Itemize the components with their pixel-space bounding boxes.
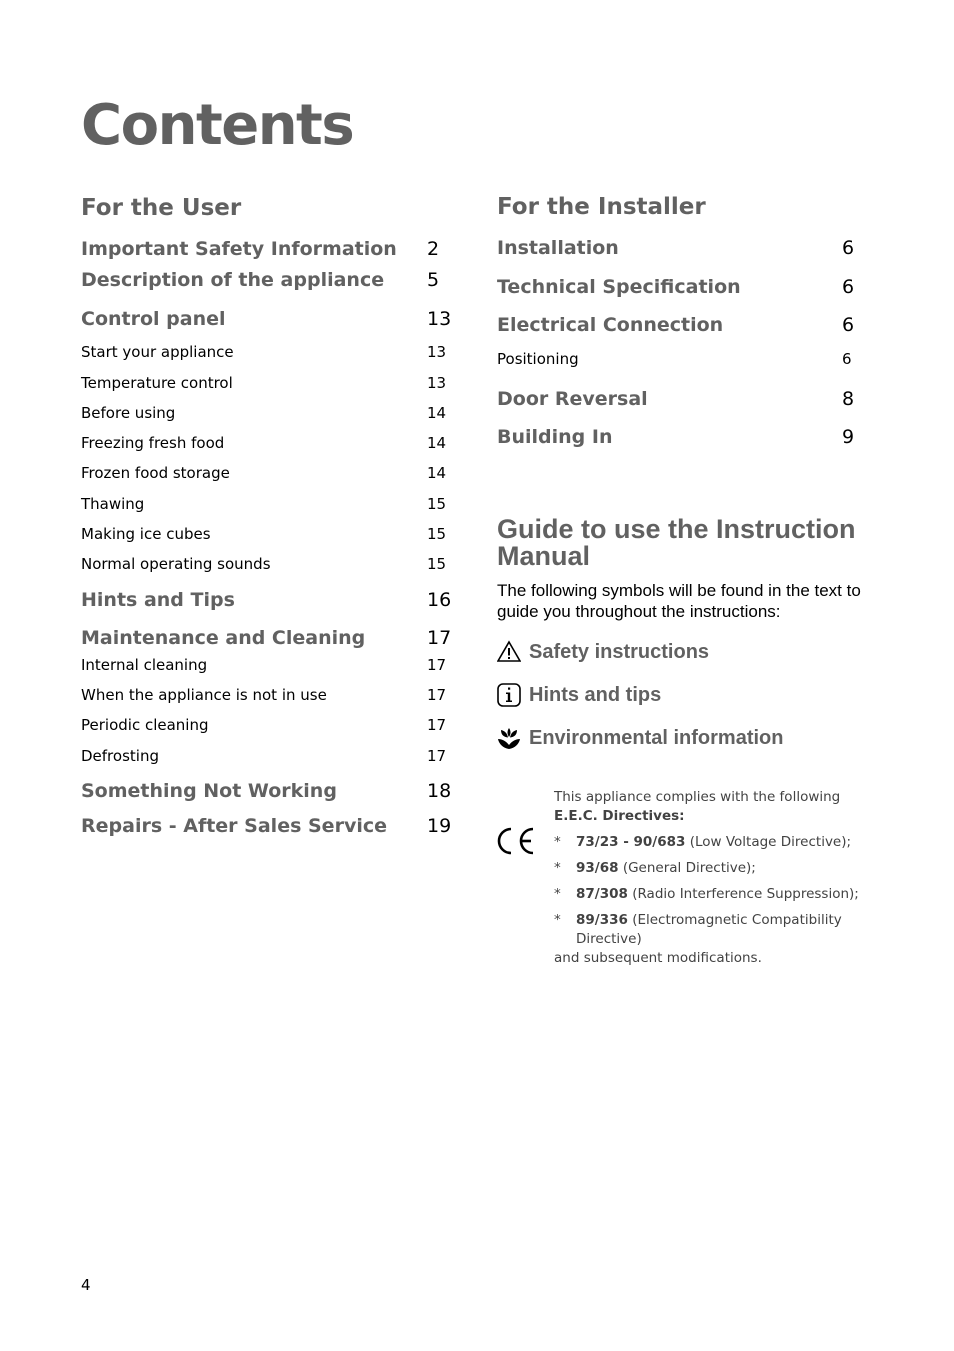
- toc-entry-page: 17: [427, 627, 452, 649]
- compliance-heading: E.E.C. Directives:: [554, 808, 685, 824]
- toc-entry-page: 17: [427, 716, 447, 734]
- directive-desc: (Low Voltage Directive);: [689, 834, 852, 850]
- toc-entry-page: 17: [427, 747, 447, 765]
- toc-entry-label: Making ice cubes: [81, 525, 211, 543]
- toc-entry-page: 18: [427, 780, 452, 802]
- toc-entry-page: 8: [842, 388, 855, 410]
- compliance-block: [554, 788, 894, 968]
- toc-entry-label: Internal cleaning: [81, 656, 208, 674]
- bullet-star-icon: *: [554, 912, 561, 928]
- toc-entry-label: Hints and Tips: [81, 589, 235, 611]
- toc-entry-label: Periodic cleaning: [81, 716, 209, 734]
- directive-code: 89/336: [576, 912, 628, 928]
- user-section-heading: For the User: [81, 195, 242, 221]
- toc-entry-label: Thawing: [81, 495, 145, 513]
- toc-entry-page: 6: [842, 237, 855, 259]
- directive-desc: (Electromagnetic Compatibility Directive): [576, 912, 842, 947]
- toc-entry-label: Control panel: [81, 308, 226, 330]
- toc-entry-label: Repairs - After Sales Service: [81, 815, 387, 837]
- toc-entry-label: Normal operating sounds: [81, 555, 271, 573]
- toc-entry-page: 15: [427, 495, 447, 513]
- bullet-star-icon: *: [554, 860, 561, 876]
- toc-entry-label: Something Not Working: [81, 780, 337, 802]
- toc-entry-page: 17: [427, 656, 447, 674]
- guide-title: Guide to use the Instruction Manual: [497, 514, 856, 571]
- installer-section-heading: For the Installer: [497, 194, 706, 220]
- bullet-star-icon: *: [554, 834, 561, 850]
- directive-desc: (General Directive);: [622, 860, 756, 876]
- toc-entry-page: 13: [427, 343, 447, 361]
- compliance-intro: This appliance complies with the following: [554, 789, 841, 805]
- toc-entry-page: 15: [427, 555, 447, 573]
- toc-entry-label: Start your appliance: [81, 343, 234, 361]
- directive-code: 93/68: [576, 860, 619, 876]
- toc-entry-page: 14: [427, 464, 447, 482]
- symbol-hints-label: Hints and tips: [529, 684, 662, 706]
- compliance-closing: and subsequent modifications.: [554, 950, 762, 966]
- toc-entry-page: 17: [427, 686, 447, 704]
- toc-entry-page: 15: [427, 525, 447, 543]
- toc-entry-page: 14: [427, 434, 447, 452]
- page-title: Contents: [81, 93, 354, 158]
- info-icon: [497, 683, 521, 707]
- toc-entry-label: Installation: [497, 237, 619, 259]
- guide-intro: The following symbols will be found in the text to guide you throughout the instructions:: [497, 581, 861, 621]
- toc-entry-label: Freezing fresh food: [81, 434, 225, 452]
- toc-entry-label: When the appliance is not in use: [81, 686, 327, 704]
- directive-item: [554, 859, 894, 878]
- bullet-star-icon: *: [554, 886, 561, 902]
- toc-entry-label: Defrosting: [81, 747, 159, 765]
- toc-entry-page: 9: [842, 426, 855, 448]
- warning-triangle-icon: [497, 640, 521, 664]
- toc-entry-label: Building In: [497, 426, 613, 448]
- toc-entry-page: 14: [427, 404, 447, 422]
- toc-entry-label: Electrical Connection: [497, 314, 724, 336]
- ce-mark-icon: [494, 826, 536, 856]
- toc-entry-label: Door Reversal: [497, 388, 648, 410]
- toc-entry-label: Frozen food storage: [81, 464, 230, 482]
- page-number: 4: [81, 1276, 91, 1294]
- toc-entry-label: Positioning: [497, 350, 579, 368]
- directive-item: [554, 911, 846, 949]
- toc-entry-page: 6: [842, 350, 852, 368]
- directive-item: [554, 885, 894, 904]
- directive-item: [554, 833, 894, 852]
- toc-entry-label: Before using: [81, 404, 176, 422]
- toc-entry-page: 13: [427, 308, 452, 330]
- toc-entry-page: 13: [427, 374, 447, 392]
- toc-entry-label: Maintenance and Cleaning: [81, 627, 366, 649]
- directive-code: 87/308: [576, 886, 628, 902]
- toc-entry-label: Temperature control: [81, 374, 233, 392]
- toc-entry-label: Important Safety Information: [81, 238, 397, 260]
- toc-entry-page: 2: [427, 238, 440, 260]
- symbol-environment-label: Environmental information: [529, 727, 784, 749]
- toc-entry-label: Description of the appliance: [81, 269, 385, 291]
- directive-code: 73/23 - 90/683: [576, 834, 686, 850]
- symbol-safety-label: Safety instructions: [529, 641, 710, 663]
- toc-entry-page: 16: [427, 589, 452, 611]
- toc-entry-page: 5: [427, 269, 440, 291]
- toc-entry-label: Technical Specification: [497, 276, 741, 298]
- toc-entry-page: 6: [842, 276, 855, 298]
- toc-entry-page: 6: [842, 314, 855, 336]
- directive-desc: (Radio Interference Suppression);: [632, 886, 859, 902]
- toc-entry-page: 19: [427, 815, 452, 837]
- leaf-icon: [497, 726, 521, 750]
